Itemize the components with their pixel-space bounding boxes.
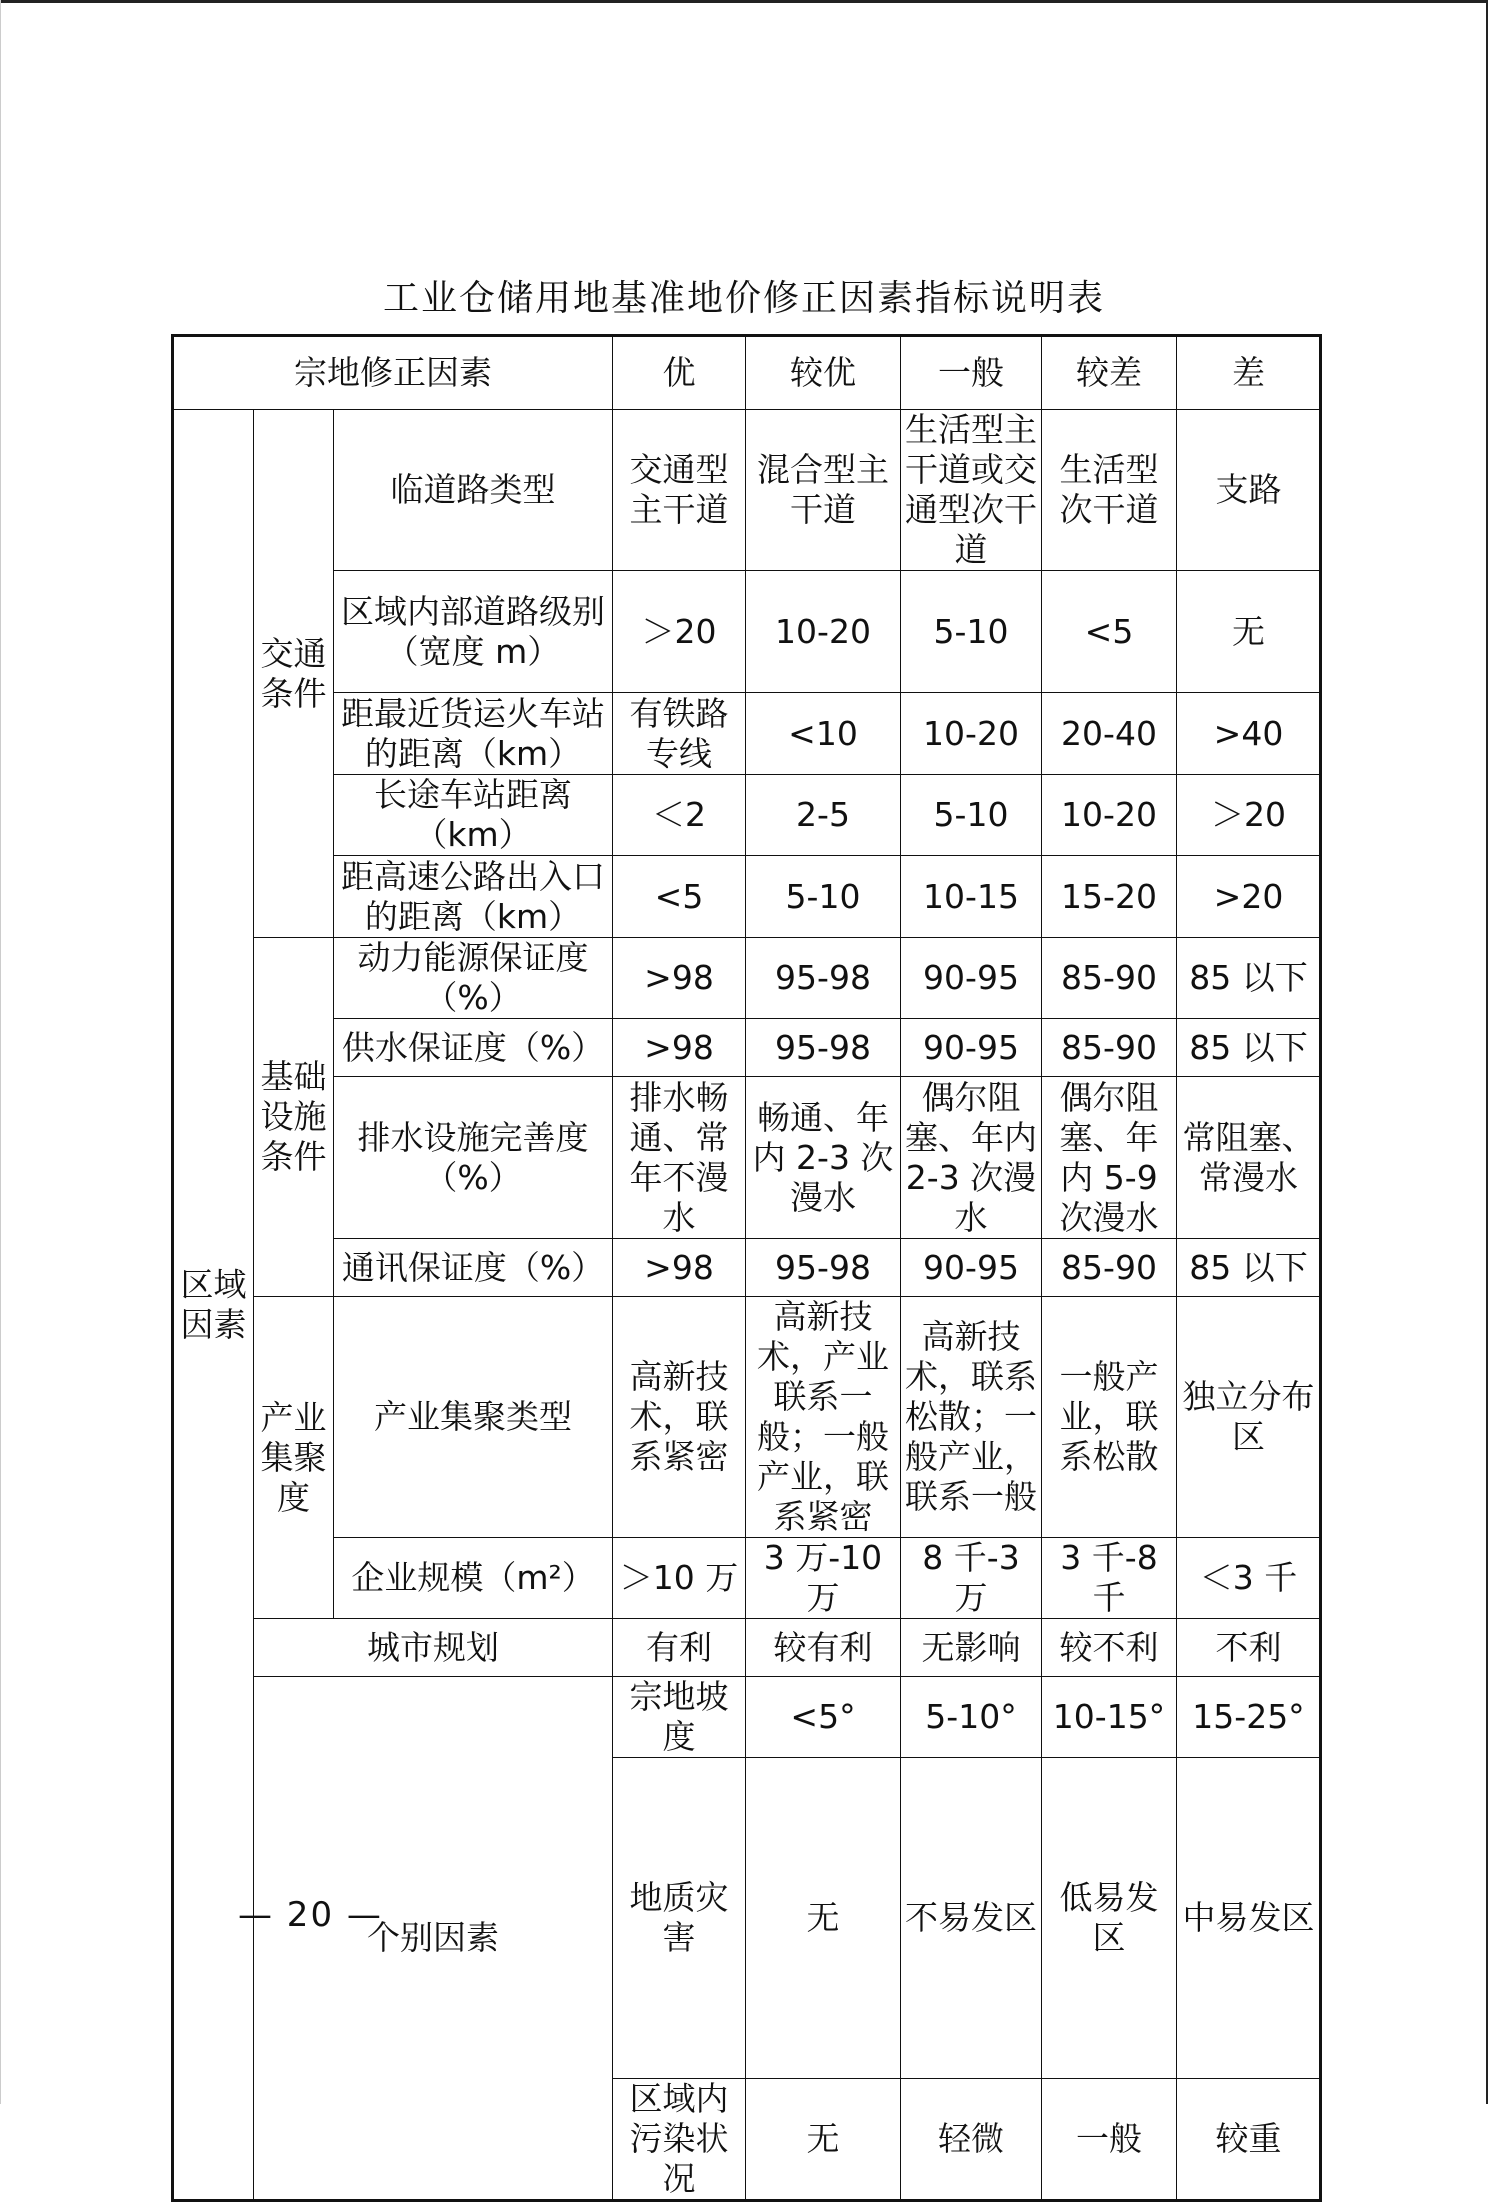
table-cell: >98	[613, 938, 746, 1019]
table-cell: <5°	[746, 1677, 901, 1758]
table-cell: 10-20	[746, 571, 901, 693]
table-cell: >98	[613, 1019, 746, 1077]
table-row	[173, 1077, 1321, 1239]
table-cell: 有铁路专线	[613, 693, 746, 775]
table-cell: 2-5	[746, 775, 901, 856]
table-cell: 混合型主干道	[746, 410, 901, 571]
page-number: — 20 —	[238, 1895, 383, 1935]
table-cell: 95-98	[746, 938, 901, 1019]
table-cell: >20	[1177, 856, 1321, 938]
header-grade-5: 差	[1177, 336, 1321, 410]
table-cell: ＞20	[613, 571, 746, 693]
subgroup-traffic: 交通条件	[254, 410, 334, 938]
table-cell: ＜2	[613, 775, 746, 856]
row-label-pollution: 区域内污染状况	[613, 2079, 746, 2201]
table-row	[173, 571, 1321, 693]
table-cell: 畅通、年内 2-3 次漫水	[746, 1077, 901, 1239]
header-factor: 宗地修正因素	[173, 336, 613, 410]
row-label-geo-hazard: 地质灾害	[613, 1758, 746, 2079]
subgroup-industry-cluster: 产业集聚度	[254, 1297, 334, 1619]
table-cell: 5-10	[901, 775, 1042, 856]
table-cell: ＞20	[1177, 775, 1321, 856]
table-cell: 5-10°	[901, 1677, 1042, 1758]
table-cell: 15-20	[1042, 856, 1177, 938]
table-cell: 一般	[1042, 2079, 1177, 2201]
table-cell: <10	[746, 693, 901, 775]
row-label-water: 供水保证度（%）	[334, 1019, 613, 1077]
table-cell: 无影响	[901, 1619, 1042, 1677]
table-row	[173, 1538, 1321, 1619]
table-row	[173, 1619, 1321, 1677]
table-cell: 85-90	[1042, 1019, 1177, 1077]
table-cell: 90-95	[901, 1239, 1042, 1297]
table-cell: 轻微	[901, 2079, 1042, 2201]
table-cell: 95-98	[746, 1019, 901, 1077]
table-cell: <5	[1042, 571, 1177, 693]
table-cell: 3 万-10 万	[746, 1538, 901, 1619]
table-cell: 8 千-3 万	[901, 1538, 1042, 1619]
table-cell: 20-40	[1042, 693, 1177, 775]
table-cell: >98	[613, 1239, 746, 1297]
row-label-bus-station: 长途车站距离（km）	[334, 775, 613, 856]
table-cell: 偶尔阻塞、年内 5-9 次漫水	[1042, 1077, 1177, 1239]
table-row	[173, 1019, 1321, 1077]
row-label-telecom: 通讯保证度（%）	[334, 1239, 613, 1297]
table-cell: 交通型主干道	[613, 410, 746, 571]
group-individual: 个别因素	[254, 1677, 613, 2201]
table-cell: 90-95	[901, 1019, 1042, 1077]
table-cell: 3 千-8 千	[1042, 1538, 1177, 1619]
table-row	[173, 1677, 1321, 1758]
table-cell: 独立分布区	[1177, 1297, 1321, 1538]
table-cell: 5-10	[746, 856, 901, 938]
table-cell: 生活型次干道	[1042, 410, 1177, 571]
table-cell: 较不利	[1042, 1619, 1177, 1677]
table-cell: 15-25°	[1177, 1677, 1321, 1758]
row-label-power: 动力能源保证度（%）	[334, 938, 613, 1019]
table-row	[173, 856, 1321, 938]
header-grade-2: 较优	[746, 336, 901, 410]
subgroup-infrastructure: 基础设施条件	[254, 938, 334, 1297]
table-cell: 无	[1177, 571, 1321, 693]
row-label-city-planning: 城市规划	[254, 1619, 613, 1677]
table-cell: ＜3 千	[1177, 1538, 1321, 1619]
table-cell: 较有利	[746, 1619, 901, 1677]
table-cell: 10-20	[1042, 775, 1177, 856]
table-row	[173, 938, 1321, 1019]
table-cell: 95-98	[746, 1239, 901, 1297]
table-row	[173, 410, 1321, 571]
table-cell: 10-15	[901, 856, 1042, 938]
row-label-internal-road: 区域内部道路级别（宽度 m）	[334, 571, 613, 693]
table-cell: 排水畅通、常年不漫水	[613, 1077, 746, 1239]
table-cell: 不易发区	[901, 1758, 1042, 2079]
table-cell: 常阻塞、常漫水	[1177, 1077, 1321, 1239]
table-cell: 85-90	[1042, 1239, 1177, 1297]
table-row	[173, 693, 1321, 775]
row-label-drainage: 排水设施完善度（%）	[334, 1077, 613, 1239]
row-label-enterprise-scale: 企业规模（m²）	[334, 1538, 613, 1619]
table-cell: <5	[613, 856, 746, 938]
table-cell: 高新技术，产业联系一般；一般产业，联系紧密	[746, 1297, 901, 1538]
group-regional: 区域因素	[173, 410, 254, 2201]
table-row	[173, 775, 1321, 856]
table-cell: 偶尔阻塞、年内 2-3 次漫水	[901, 1077, 1042, 1239]
header-grade-1: 优	[613, 336, 746, 410]
table-cell: 不利	[1177, 1619, 1321, 1677]
header-grade-3: 一般	[901, 336, 1042, 410]
table-row	[173, 1297, 1321, 1538]
table-cell: >40	[1177, 693, 1321, 775]
table-cell: 10-20	[901, 693, 1042, 775]
table-cell: 生活型主干道或交通型次干道	[901, 410, 1042, 571]
header-row	[173, 336, 1321, 410]
table-cell: 无	[746, 1758, 901, 2079]
table-cell: 高新技术，联系松散；一般产业，联系一般	[901, 1297, 1042, 1538]
document-title: 工业仓储用地基准地价修正因素指标说明表	[382, 278, 1105, 319]
page-top-border	[0, 0, 1488, 3]
table-cell: 一般产业，联系松散	[1042, 1297, 1177, 1538]
table-cell: 85 以下	[1177, 1019, 1321, 1077]
row-label-road-type: 临道路类型	[334, 410, 613, 571]
table-cell: 85 以下	[1177, 1239, 1321, 1297]
table-cell: 支路	[1177, 410, 1321, 571]
table-cell: 85-90	[1042, 938, 1177, 1019]
table-cell: 有利	[613, 1619, 746, 1677]
table-cell: 中易发区	[1177, 1758, 1321, 2079]
table-cell: 90-95	[901, 938, 1042, 1019]
table-cell: 无	[746, 2079, 901, 2201]
table-cell: 10-15°	[1042, 1677, 1177, 1758]
row-label-slope: 宗地坡度	[613, 1677, 746, 1758]
table-cell: 较重	[1177, 2079, 1321, 2201]
table-cell: ＞10 万	[613, 1538, 746, 1619]
row-label-cluster-type: 产业集聚类型	[334, 1297, 613, 1538]
table-cell: 5-10	[901, 571, 1042, 693]
table-row	[173, 1239, 1321, 1297]
row-label-highway-exit: 距高速公路出入口的距离（km）	[334, 856, 613, 938]
row-label-freight-station: 距最近货运火车站的距离（km）	[334, 693, 613, 775]
table-cell: 低易发区	[1042, 1758, 1177, 2079]
table-cell: 85 以下	[1177, 938, 1321, 1019]
header-grade-4: 较差	[1042, 336, 1177, 410]
table-cell: 高新技术，联系紧密	[613, 1297, 746, 1538]
